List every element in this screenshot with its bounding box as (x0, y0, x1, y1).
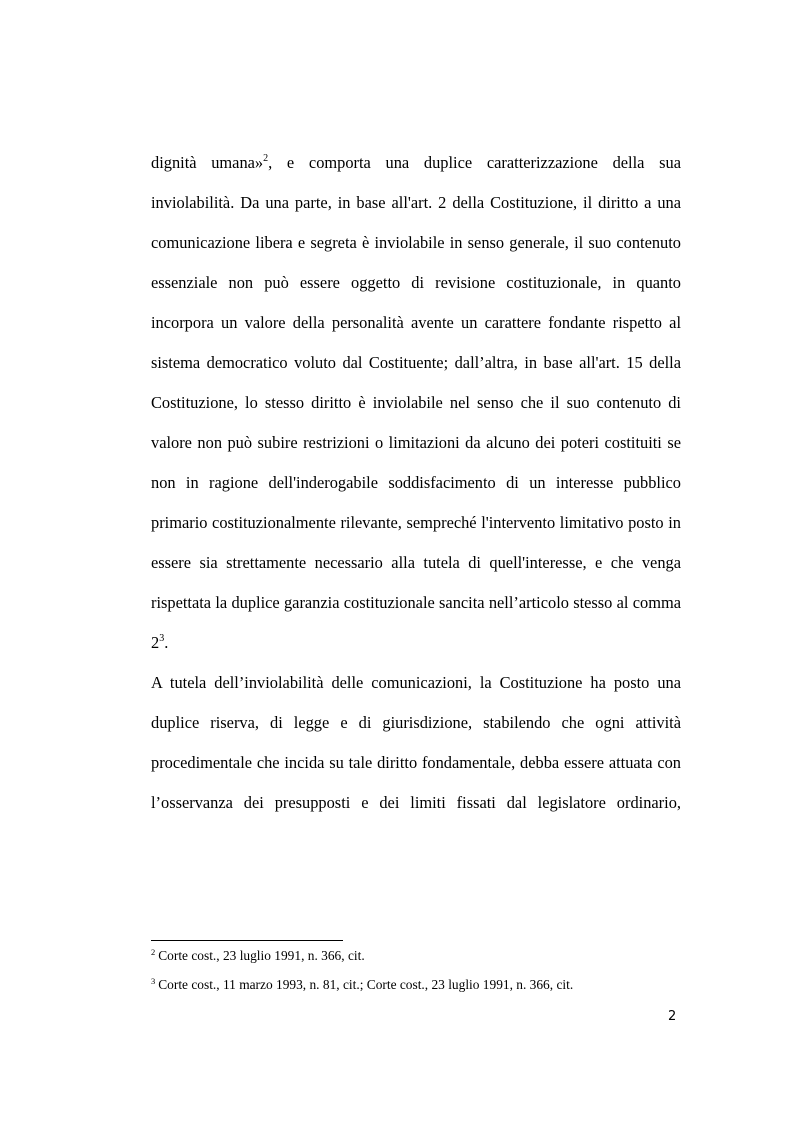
footnote (151, 945, 691, 974)
footnote-reference[interactable]: 3 (159, 633, 165, 644)
main-text (151, 143, 681, 823)
footnotes (151, 945, 691, 1003)
paragraph-text: , e comporta una duplice caratterizzazione della sua inviolabilità. Da una parte, in base all'art. 2 della Costituzione, il diritto a una comunicazione libera e segreta è inviolabile in senso generale, il suo contenuto essenziale non può essere oggetto di revisione costituzionale, in quanto incorpora un valore della personalità avente un carattere fondante rispetto al sistema democratico voluto dal Costituente; dall’altra, in base all'art. 15 della Costituzione, lo stesso diritto è inviolabile nel senso che il suo contenuto di valore non può subire restrizioni o limitazioni da alcuno dei poteri costituiti se non in ragione dell'inderogabile soddisfacimento di un interesse pubblico primario costituzionalmente rilevante, sempreché l'intervento limitativo posto in essere sia strettamente necessario alla tutela di quell'interesse, e che venga rispettata la duplice garanzia costituzionale sancita nell’articolo stesso al comma 2 (151, 153, 681, 652)
footnote-reference[interactable]: 2 (263, 153, 269, 164)
footnote-marker: 2 (151, 947, 156, 957)
paragraph: A tutela dell’inviolabilità delle comunicazioni, la Costituzione ha posto una duplice riserva, di legge e di giurisdizione, stabilendo che ogni attività procedimentale che incida su tale diritto fondamentale, debba essere attuata con l’osservanza dei presupposti e dei limiti fissati dal legislatore ordinario, (151, 673, 681, 812)
footnote-text: Corte cost., 23 luglio 1991, n. 366, cit. (158, 948, 365, 963)
paragraph-text: . (164, 633, 169, 652)
footnote-text: Corte cost., 11 marzo 1993, n. 81, cit.; Corte cost., 23 luglio 1991, n. 366, cit. (158, 977, 574, 992)
paragraph-text: dignità umana» (151, 153, 264, 172)
paragraph (151, 143, 681, 663)
footnote-marker: 3 (151, 976, 156, 986)
footnote (151, 974, 691, 1003)
page-number: 2 (668, 1009, 677, 1024)
footnote-separator (151, 940, 343, 941)
